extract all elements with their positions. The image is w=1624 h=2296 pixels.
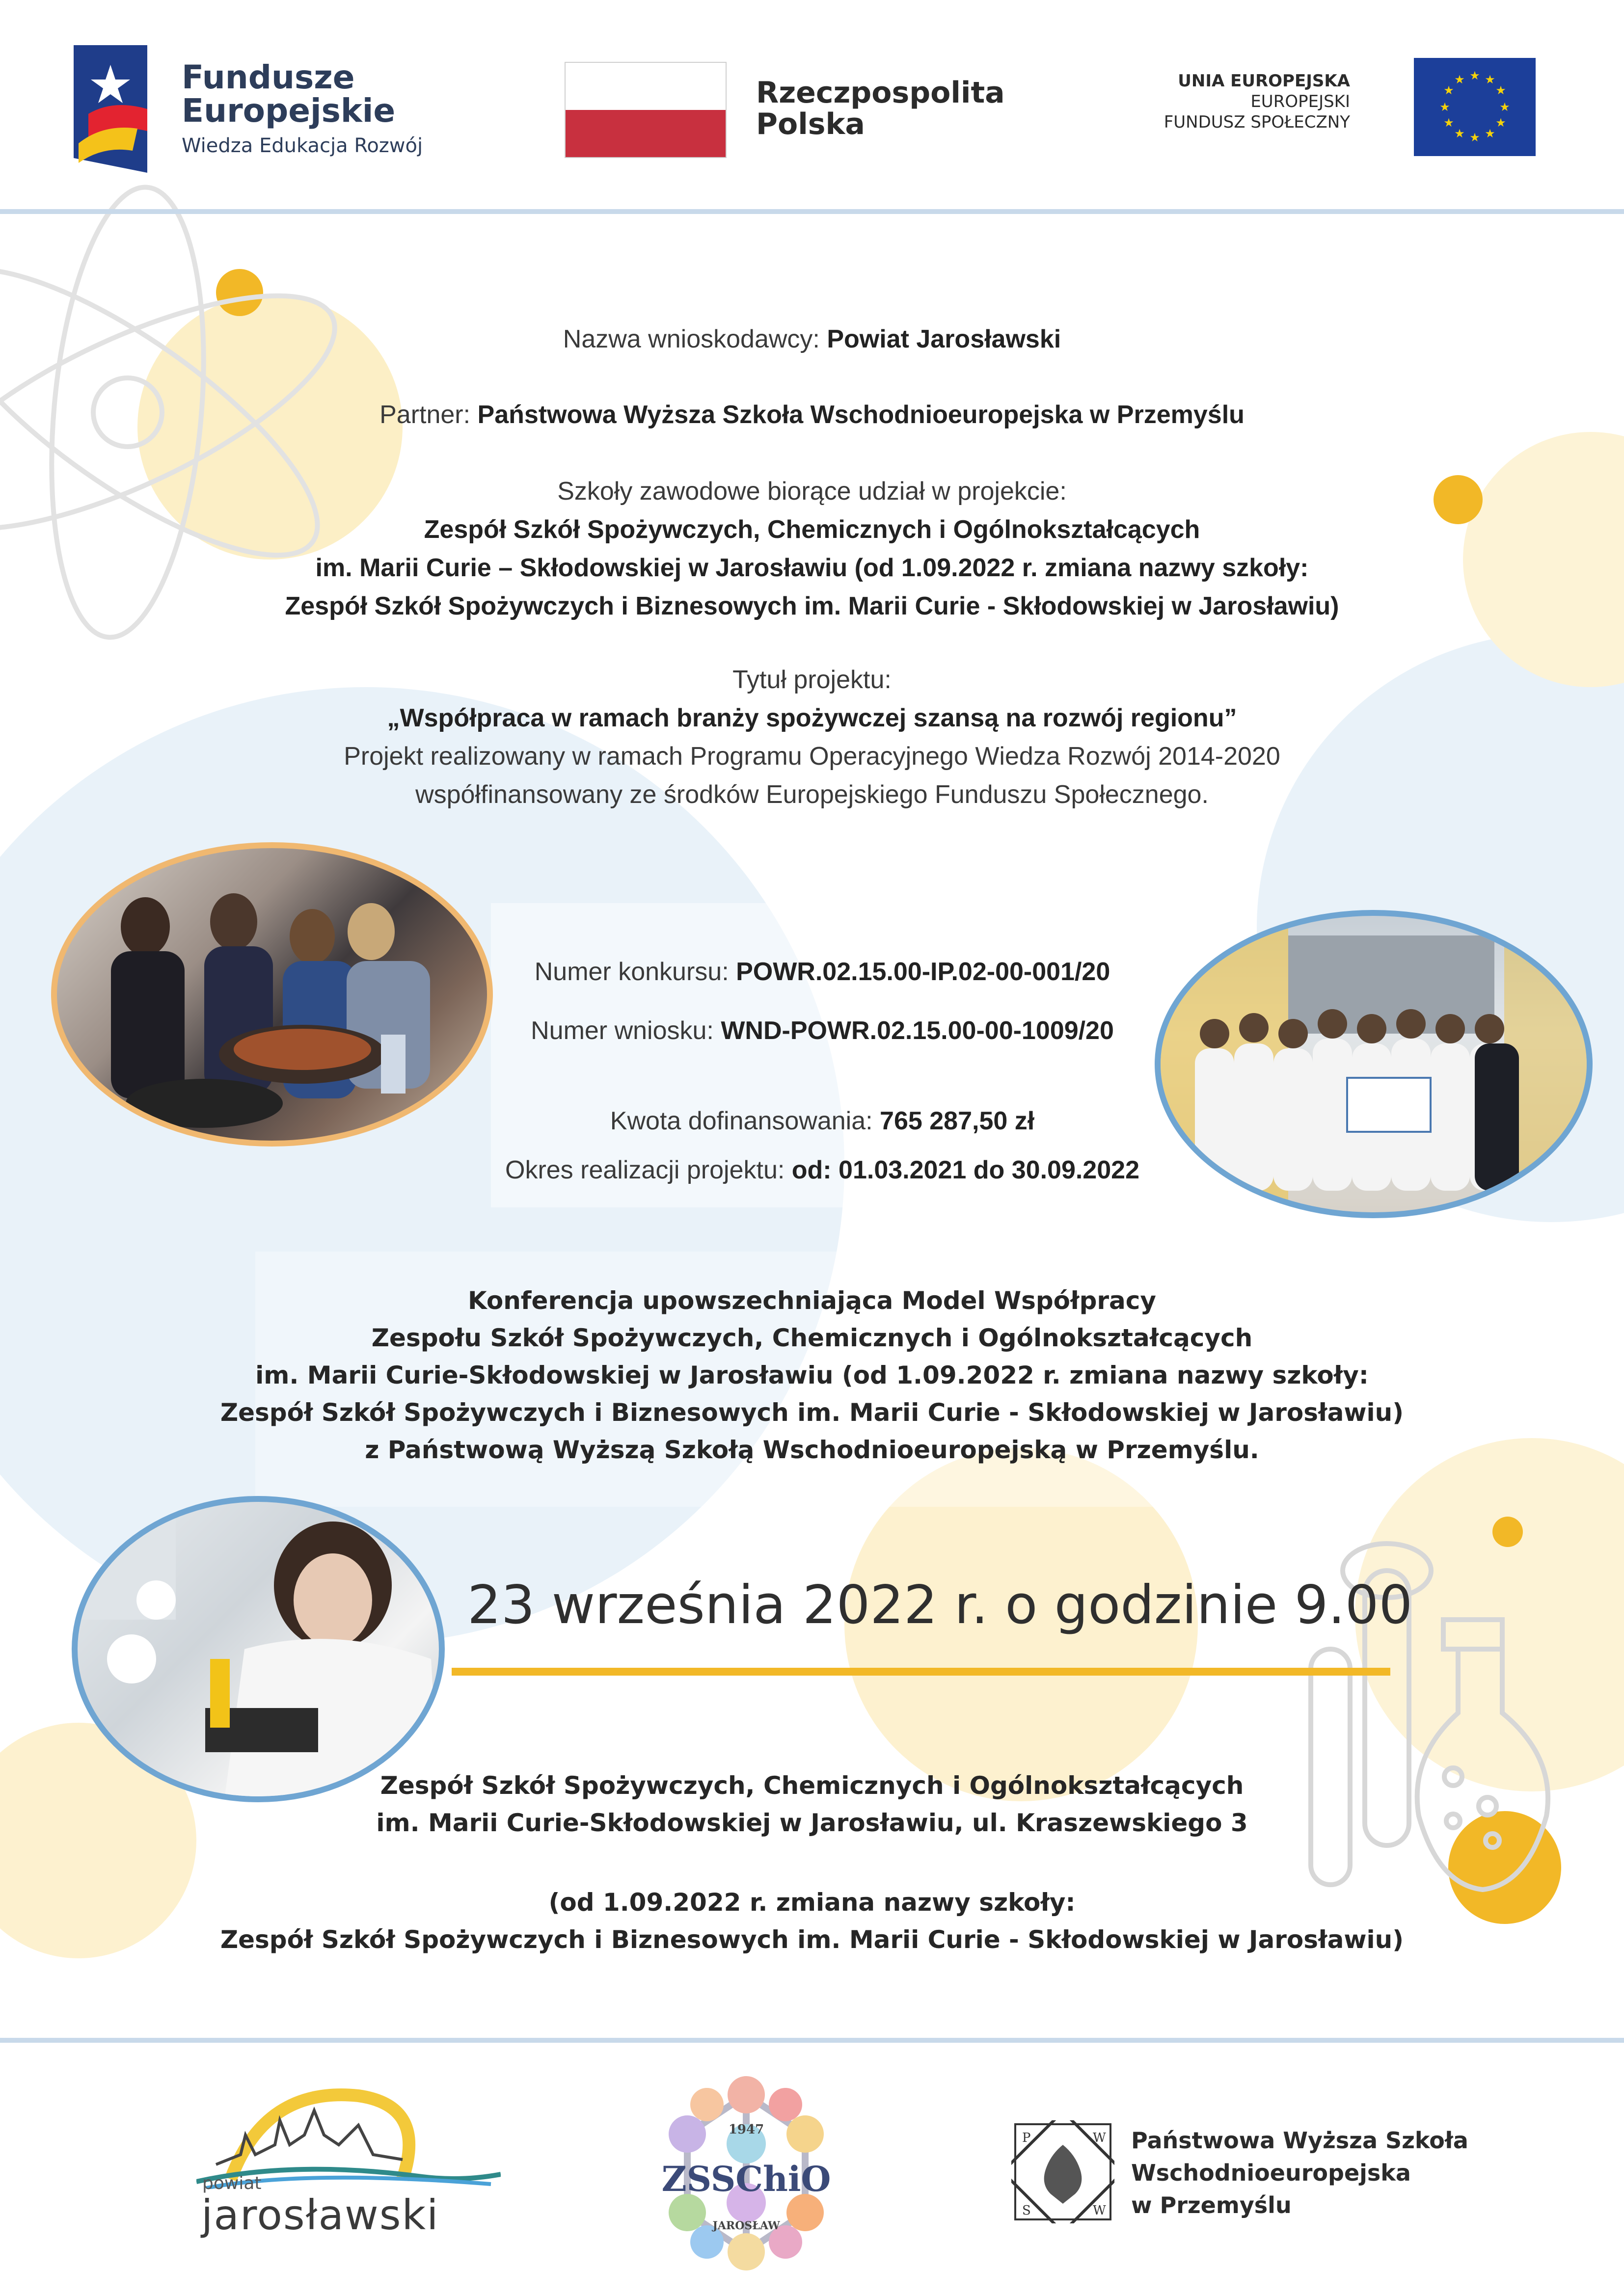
- schools-line2: im. Marii Curie – Skłodowskiej w Jarosławiu (od 1.09.2022 r. zmiana nazwy szkoły:: [315, 554, 1309, 582]
- contest-label: Numer konkursu:: [534, 958, 736, 986]
- partner-label: Partner:: [379, 400, 478, 429]
- project-desc2: współfinansowany ze środków Europejskiego Funduszu Społecznego.: [415, 780, 1209, 809]
- fe-logo-line1: Fundusze: [182, 58, 355, 96]
- period-label: Okres realizacji projektu:: [505, 1156, 792, 1184]
- svg-text:★: ★: [1454, 73, 1465, 86]
- fe-logo-line2: Europejskie: [182, 92, 396, 130]
- svg-text:P: P: [1022, 2131, 1031, 2145]
- zsschio-logo: [648, 2075, 844, 2271]
- contest-line: [491, 954, 1154, 989]
- eu-flag-icon: [1414, 58, 1536, 156]
- rp-logo: [565, 62, 1036, 160]
- photo-cooking: [51, 842, 493, 1147]
- conference-line4: Zespół Szkół Spożywczych i Biznesowych im. Marii Curie - Skłodowskiej w Jarosławiu): [220, 1398, 1404, 1427]
- powiat-small-text: powiat: [202, 2173, 262, 2193]
- project-title: „Współpraca w ramach branży spożywczej szansą na rozwój regionu”: [387, 704, 1237, 732]
- contest-value: POWR.02.15.00-IP.02-00-001/20: [736, 958, 1110, 986]
- applicant-value: Powiat Jarosławski: [827, 325, 1061, 353]
- polish-flag-icon: [565, 62, 727, 158]
- project-block: [0, 661, 1624, 814]
- svg-text:★: ★: [1499, 100, 1510, 114]
- venue-line2: im. Marii Curie-Skłodowskiej w Jarosławiu, ul. Kraszewskiego 3: [376, 1809, 1248, 1837]
- svg-text:★: ★: [1443, 116, 1454, 130]
- pwsw-line1: Państwowa Wyższa Szkoła: [1131, 2127, 1468, 2154]
- ue-logo-line2: EUROPEJSKI: [1250, 92, 1350, 111]
- cooking-scene-icon: [57, 848, 487, 1141]
- venue-block: [0, 1767, 1624, 1958]
- partner-value: Państwowa Wyższa Szkoła Wschodnioeuropejska w Przemyślu: [477, 400, 1245, 429]
- ue-logo: [1090, 58, 1537, 161]
- details-block: [491, 954, 1154, 1188]
- pwsw-logo: [1011, 2120, 1468, 2228]
- zss-name: ZSSChiO: [661, 2159, 831, 2199]
- application-label: Numer wniosku:: [531, 1016, 721, 1045]
- ue-logo-line3: FUNDUSZ SPOŁECZNY: [1164, 112, 1350, 132]
- svg-text:★: ★: [1485, 73, 1495, 86]
- svg-text:★: ★: [1495, 83, 1506, 97]
- amount-label: Kwota dofinansowania:: [610, 1107, 880, 1135]
- ue-logo-text: [1090, 71, 1350, 133]
- conference-line5: z Państwową Wyższą Szkołą Wschodnioeuropejską w Przemyślu.: [365, 1436, 1259, 1464]
- svg-text:★: ★: [1443, 83, 1454, 97]
- svg-text:W: W: [1093, 2131, 1106, 2145]
- event-date: 23 września 2022 r. o godzinie 9.00: [467, 1575, 1413, 1636]
- pwsw-text: [1131, 2124, 1468, 2221]
- applicant-label: Nazwa wnioskodawcy:: [563, 325, 827, 353]
- application-line: [491, 1013, 1154, 1048]
- date-underline: [452, 1668, 1390, 1676]
- schools-line3: Zespół Szkół Spożywczych i Biznesowych im. Marii Curie - Skłodowskiej w Jarosławiu): [285, 592, 1339, 620]
- amount-line: [491, 1103, 1154, 1139]
- rp-logo-line1: Rzeczpospolita: [756, 76, 1005, 110]
- conference-line1: Konferencja upowszechniająca Model Współpracy: [467, 1286, 1157, 1315]
- lab-work-scene-icon: [78, 1502, 439, 1796]
- rp-logo-line2: Polska: [756, 107, 865, 141]
- schools-block: [0, 472, 1624, 625]
- footer-divider: [0, 2038, 1624, 2043]
- svg-text:★: ★: [1495, 116, 1506, 130]
- svg-text:S: S: [1022, 2203, 1031, 2218]
- project-label: Tytuł projektu:: [732, 666, 892, 694]
- pwsw-eagle-icon: [1011, 2120, 1114, 2223]
- header-divider: [0, 209, 1624, 214]
- venue-line1: Zespół Szkół Spożywczych, Chemicznych i Ogólnokształcących: [380, 1771, 1244, 1800]
- applicant-line: [0, 320, 1624, 358]
- fe-logo-line3: Wiedza Edukacja Rozwój: [182, 134, 423, 157]
- svg-text:W: W: [1093, 2203, 1106, 2218]
- schools-line1: Zespół Szkół Spożywczych, Chemicznych i Ogólnokształcących: [424, 515, 1200, 544]
- zss-year: 1947: [728, 2122, 764, 2137]
- venue-line4: Zespół Szkół Spożywczych i Biznesowych im. Marii Curie - Skłodowskiej w Jarosławiu): [220, 1925, 1404, 1954]
- svg-text:★: ★: [1485, 127, 1495, 140]
- partner-line: [0, 396, 1624, 434]
- conference-block: [0, 1282, 1624, 1468]
- zss-city: JAROSŁAW: [712, 2219, 780, 2232]
- svg-text:★: ★: [1439, 100, 1450, 114]
- conference-line2: Zespołu Szkół Spożywczych, Chemicznych i Ogólnokształcących: [371, 1324, 1253, 1352]
- conference-line3: im. Marii Curie-Skłodowskiej w Jarosławiu (od 1.09.2022 r. zmiana nazwy szkoły:: [255, 1361, 1369, 1389]
- svg-text:★: ★: [1469, 131, 1480, 144]
- fe-logo: [74, 45, 476, 173]
- application-value: WND-POWR.02.15.00-00-1009/20: [721, 1016, 1114, 1045]
- pwsw-line2: Wschodnioeuropejska: [1131, 2160, 1411, 2186]
- lab-group-scene-icon: [1161, 916, 1587, 1212]
- photo-lab-group: [1155, 910, 1593, 1218]
- svg-text:★: ★: [1454, 127, 1465, 140]
- pwsw-line3: w Przemyślu: [1131, 2192, 1292, 2218]
- powiat-logo: [196, 2081, 501, 2243]
- venue-line3: (od 1.09.2022 r. zmiana nazwy szkoły:: [548, 1888, 1076, 1917]
- photo-lab-work: [72, 1496, 445, 1802]
- period-line: [491, 1152, 1154, 1188]
- period-value: od: 01.03.2021 do 30.09.2022: [791, 1156, 1139, 1184]
- powiat-skyline-icon: [196, 2081, 501, 2189]
- schools-label: Szkoły zawodowe biorące udział w projekcie:: [557, 477, 1067, 506]
- powiat-big-text: jarosławski: [201, 2191, 439, 2239]
- fe-flag-icon: [74, 45, 147, 173]
- svg-text:★: ★: [1469, 69, 1480, 82]
- amount-value: 765 287,50 zł: [880, 1107, 1035, 1135]
- project-desc1: Projekt realizowany w ramach Programu Operacyjnego Wiedza Rozwój 2014-2020: [344, 742, 1280, 771]
- ue-logo-line1: UNIA EUROPEJSKA: [1178, 71, 1350, 91]
